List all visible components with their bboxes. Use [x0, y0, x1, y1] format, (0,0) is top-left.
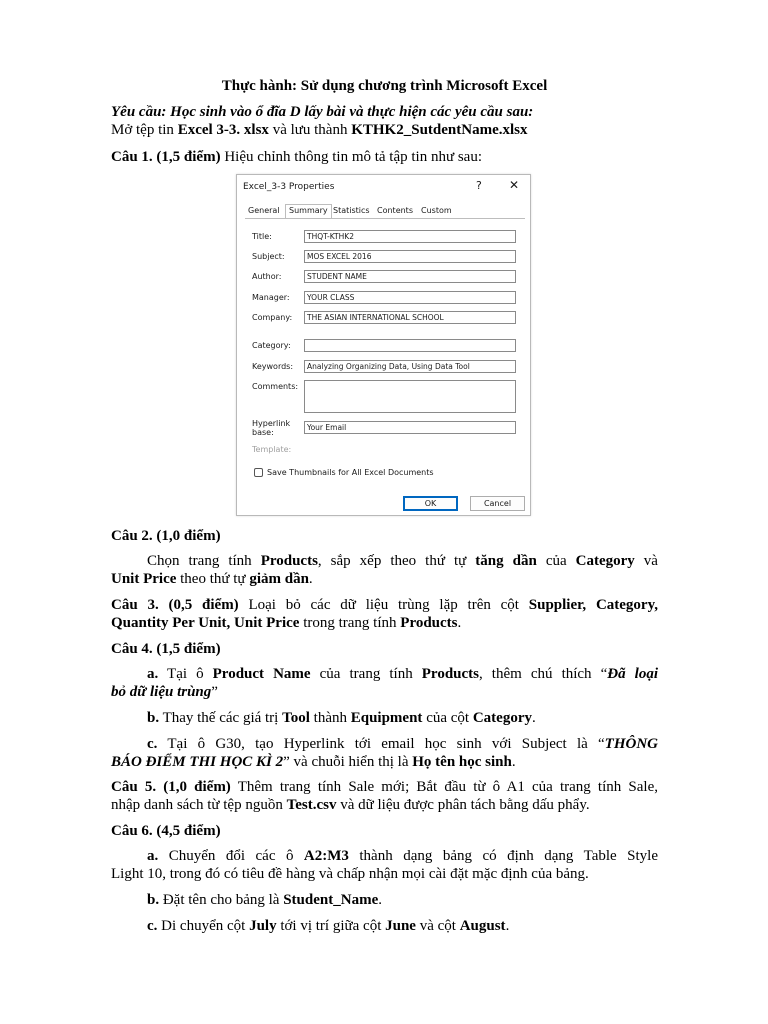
question-6a-line-2: Light 10, trong đó có tiêu đề hàng và chấp nhận mọi cài đặt mặc định của bảng. — [111, 866, 589, 882]
company-label: Company: — [252, 313, 293, 322]
comments-label: Comments: — [252, 382, 299, 391]
question-2-heading: Câu 2. (1,0 điểm) — [111, 528, 221, 544]
properties-dialog — [236, 174, 531, 516]
hyperlink-base-label: Hyperlink base: — [252, 419, 291, 437]
subject-field[interactable]: MOS EXCEL 2016 — [304, 250, 516, 263]
help-icon[interactable]: ? — [476, 179, 482, 192]
author-field[interactable]: STUDENT NAME — [304, 270, 516, 283]
manager-label: Manager: — [252, 293, 290, 302]
cancel-button[interactable]: Cancel — [470, 496, 525, 511]
open-file-line: Mở tệp tin Excel 3-3. xlsx và lưu thành KTHK2_SutdentName.xlsx — [111, 122, 528, 138]
document-title: Thực hành: Sử dụng chương trình Microsoft Excel — [221, 78, 548, 94]
question-4-heading: Câu 4. (1,5 điểm) — [111, 641, 221, 657]
question-6-heading: Câu 6. (4,5 điểm) — [111, 823, 221, 839]
save-thumbnails-checkbox[interactable] — [254, 468, 263, 477]
question-6b: b. Đặt tên cho bảng là Student_Name. — [147, 892, 382, 908]
question-6c: c. Di chuyển cột July tới vị trí giữa cột June và cột August. — [147, 918, 510, 934]
tab-divider — [245, 218, 525, 219]
author-label: Author: — [252, 272, 282, 281]
ok-button[interactable]: OK — [403, 496, 458, 511]
tab-custom[interactable]: Custom — [421, 206, 452, 215]
category-label: Category: — [252, 341, 291, 350]
title-label: Title: — [252, 232, 272, 241]
tab-summary[interactable]: Summary — [285, 204, 332, 218]
question-4c-line-1: c. Tại ô G30, tạo Hyperlink tới email học sinh với Subject là “THÔNG — [147, 736, 658, 752]
keywords-label: Keywords: — [252, 362, 294, 371]
tab-general[interactable]: General — [248, 206, 280, 215]
close-icon[interactable]: ✕ — [509, 178, 520, 192]
category-field[interactable] — [304, 339, 516, 352]
dialog-title: Excel_3-3 Properties — [243, 182, 335, 192]
save-thumbnails-label: Save Thumbnails for All Excel Documents — [267, 468, 434, 477]
dialog-tabs — [245, 204, 525, 219]
question-3-line-1: Câu 3. (0,5 điểm) Loại bỏ các dữ liệu trùng lặp trên cột Supplier, Category, — [111, 597, 659, 613]
question-4a-line-1: a. Tại ô Product Name của trang tính Products, thêm chú thích “Đã loại — [147, 666, 659, 682]
question-3-line-2: Quantity Per Unit, Unit Price trong trang tính Products. — [111, 615, 462, 631]
hyperlink-base-field[interactable]: Your Email — [304, 421, 516, 434]
template-label: Template: — [252, 445, 292, 454]
manager-field[interactable]: YOUR CLASS — [304, 291, 516, 304]
company-field[interactable]: THE ASIAN INTERNATIONAL SCHOOL — [304, 311, 516, 324]
question-4c-line-2: BÁO ĐIỂM THI HỌC KÌ 2” và chuỗi hiển thị là Họ tên học sinh. — [111, 754, 516, 770]
question-6a-line-1: a. Chuyển đổi các ô A2:M3 thành dạng bảng có định dạng Table Style — [147, 848, 658, 864]
requirement-line: Yêu cầu: Học sinh vào ổ đĩa D lấy bài và thực hiện các yêu cầu sau: — [111, 104, 534, 120]
comments-field[interactable] — [304, 380, 516, 413]
question-1: Câu 1. (1,5 điểm) Hiệu chỉnh thông tin mô tả tập tin như sau: — [111, 149, 483, 165]
tab-statistics[interactable]: Statistics — [333, 206, 370, 215]
tab-contents[interactable]: Contents — [377, 206, 413, 215]
subject-label: Subject: — [252, 252, 285, 261]
question-4a-line-2: bỏ dữ liệu trùng” — [111, 684, 218, 700]
question-5-line-2: nhập danh sách từ tệp nguồn Test.csv và dữ liệu được phân tách bằng dấu phẩy. — [111, 797, 590, 813]
keywords-field[interactable]: Analyzing Organizing Data, Using Data Tool — [304, 360, 516, 373]
question-5-line-1: Câu 5. (1,0 điểm) Thêm trang tính Sale mới; Bắt đầu từ ô A1 của trang tính Sale, — [111, 779, 659, 795]
question-2-line-2: Unit Price theo thứ tự giảm dần. — [111, 571, 313, 587]
question-4b: b. Thay thế các giá trị Tool thành Equipment của cột Category. — [147, 710, 536, 726]
title-field[interactable]: THQT-KTHK2 — [304, 230, 516, 243]
question-2-line-1: Chọn trang tính Products, sắp xếp theo thứ tự tăng dần của Category và — [147, 553, 658, 569]
